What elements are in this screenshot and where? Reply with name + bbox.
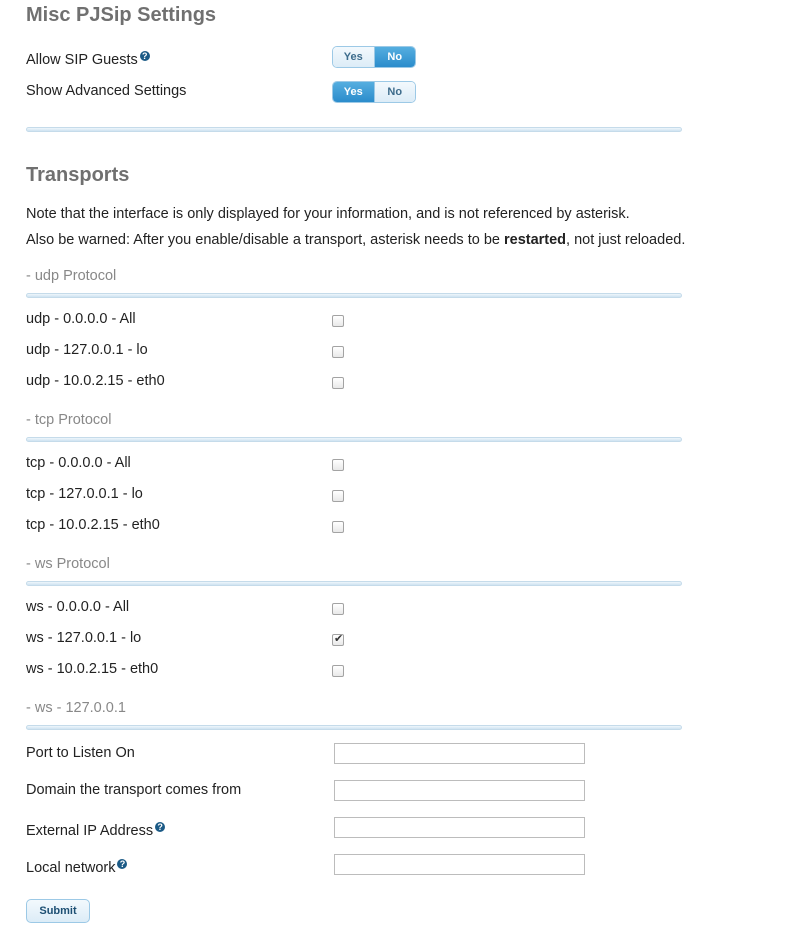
- transports-section-title: Transports: [26, 164, 130, 186]
- port-label: Port to Listen On: [26, 745, 135, 761]
- ws-all-checkbox[interactable]: [332, 603, 344, 615]
- allow-sip-guests-label: [26, 52, 150, 68]
- tcp-eth0-label: tcp - 10.0.2.15 - eth0: [26, 517, 160, 533]
- udp-eth0-label: udp - 10.0.2.15 - eth0: [26, 373, 165, 389]
- tcp-lo-label: tcp - 127.0.0.1 - lo: [26, 486, 143, 502]
- tcp-protocol-header: - tcp Protocol: [26, 412, 112, 428]
- show-advanced-toggle[interactable]: [332, 81, 416, 103]
- transports-warning: [26, 232, 685, 248]
- udp-lo-checkbox[interactable]: [332, 346, 344, 358]
- section-divider: [26, 127, 682, 132]
- ws-divider: [26, 581, 682, 586]
- udp-all-label: udp - 0.0.0.0 - All: [26, 311, 136, 327]
- external-ip-input[interactable]: [334, 817, 585, 838]
- domain-input[interactable]: [334, 780, 585, 801]
- tcp-all-checkbox[interactable]: [332, 459, 344, 471]
- ws-eth0-label: ws - 10.0.2.15 - eth0: [26, 661, 159, 677]
- help-icon[interactable]: ?: [117, 859, 127, 869]
- ws-lo-label: ws - 127.0.0.1 - lo: [26, 630, 142, 646]
- local-network-label: [26, 860, 127, 876]
- transports-note: Note that the interface is only displayed for your information, and is not referenced by asterisk.: [26, 206, 630, 222]
- ws-eth0-checkbox[interactable]: [332, 665, 344, 677]
- warning-text-suffix: , not just reloaded.: [566, 232, 686, 248]
- tcp-all-label: tcp - 0.0.0.0 - All: [26, 455, 131, 471]
- show-advanced-yes[interactable]: Yes: [333, 82, 374, 102]
- ws-detail-divider: [26, 725, 682, 730]
- help-icon[interactable]: ?: [140, 51, 150, 61]
- ws-detail-header: - ws - 127.0.0.1: [26, 700, 126, 716]
- udp-divider: [26, 293, 682, 298]
- allow-sip-guests-yes[interactable]: Yes: [333, 47, 374, 67]
- ws-lo-checkbox[interactable]: [332, 634, 344, 646]
- warning-text-bold: restarted: [503, 232, 567, 248]
- warning-text-prefix: Also be warned: After you enable/disable a transport, asterisk needs to be: [26, 232, 504, 248]
- tcp-eth0-checkbox[interactable]: [332, 521, 344, 533]
- local-network-input[interactable]: [334, 854, 585, 875]
- local-network-text: Local network: [26, 860, 116, 876]
- ws-all-label: ws - 0.0.0.0 - All: [26, 599, 130, 615]
- udp-all-checkbox[interactable]: [332, 315, 344, 327]
- allow-sip-guests-no[interactable]: No: [374, 47, 416, 67]
- udp-lo-label: udp - 127.0.0.1 - lo: [26, 342, 148, 358]
- allow-sip-guests-text: Allow SIP Guests: [26, 52, 138, 68]
- help-icon[interactable]: ?: [155, 822, 165, 832]
- tcp-divider: [26, 437, 682, 442]
- port-input[interactable]: [334, 743, 585, 764]
- ws-protocol-header: - ws Protocol: [26, 556, 110, 572]
- udp-protocol-header: - udp Protocol: [26, 268, 117, 284]
- tcp-lo-checkbox[interactable]: [332, 490, 344, 502]
- submit-button[interactable]: Submit: [26, 899, 90, 923]
- external-ip-text: External IP Address: [26, 823, 154, 839]
- show-advanced-no[interactable]: No: [374, 82, 416, 102]
- domain-label: Domain the transport comes from: [26, 782, 242, 798]
- show-advanced-label: Show Advanced Settings: [26, 83, 187, 99]
- external-ip-label: [26, 823, 165, 839]
- udp-eth0-checkbox[interactable]: [332, 377, 344, 389]
- allow-sip-guests-toggle[interactable]: [332, 46, 416, 68]
- misc-section-title: Misc PJSip Settings: [26, 4, 217, 26]
- check-icon: ✔: [334, 633, 344, 645]
